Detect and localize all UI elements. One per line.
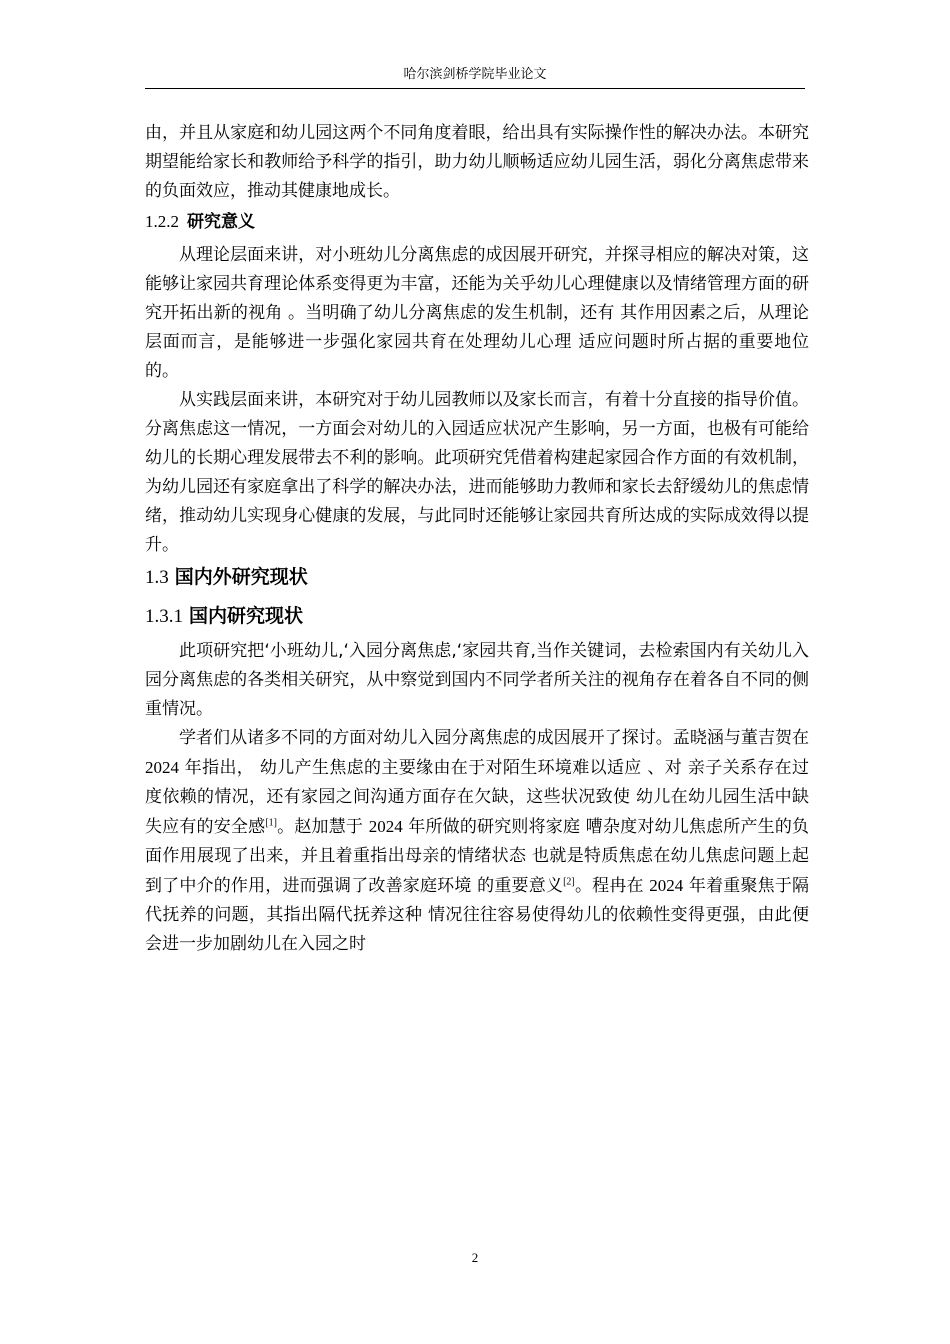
year: 2024 — [145, 758, 179, 777]
text-run: 年着重聚焦于隔代抚养的问题，其指出隔代抚养这种 情况往往容易使得幼儿的依赖性变得更强，由此便会进一步加剧幼儿在入园之时 — [145, 876, 810, 954]
text-run: 年所做的研究则将家庭 嘈杂度对幼儿焦虑所产生的负面作用展现了出来，并且着重指出母亲的情绪状态 也就是特质焦虑在幼儿焦虑问题上起到了中介的作用，进而强调了改善家庭环境 的重要意义 — [145, 817, 809, 896]
year: 2024 — [368, 817, 403, 836]
body-paragraph: 从实践层面来讲，本研究对于幼儿园教师以及家长而言，有着十分直接的指导价值。分离焦虑这一情况，一方面会对幼儿的入园适应状况产生影响，另一方面，也极有可能给幼儿的长期心理发展带去不利的影响。此项研究凭借着构建起家园合作方面的有效机制，为幼儿园还有家庭拿出了科学的解决办法，进而能够助力教师和家长去舒缓幼儿的焦虑情绪，推动幼儿实现身心健康的发展，与此同时还能够让家园共育所达成的实际成效得以提升。 — [145, 390, 809, 555]
citation-ref[interactable]: [1] — [265, 817, 277, 829]
body-paragraph — [145, 724, 809, 959]
year: 2024 — [649, 876, 684, 895]
text-run: 。赵加慧于 — [276, 817, 369, 837]
section-heading-1-3 — [145, 560, 809, 594]
intro-paragraph: 由，并且从家庭和幼儿园这两个不同角度着眼，给出具有实际操作性的解决办法。本研究期望能给家长和教师给予科学的指引，助力幼儿顺畅适应幼儿园生活，弱化分离焦虑带来的负面效应，推动其健康地成长。 — [145, 123, 809, 201]
running-header: 哈尔滨剑桥学院毕业论文 — [403, 67, 547, 82]
text-run: 。程冉在 — [574, 876, 650, 896]
body-paragraph: 从理论层面来讲，对小班幼儿分离焦虑的成因展开研究，并探寻相应的解决对策，这能够让家园共育理论体系变得更为丰富，还能为关乎幼儿心理健康以及情绪管理方面的研究开拓出新的视角 。当明确了幼儿分离焦虑的发生机制，还有 其作用因素之后，从理论层面而言，是能够进一步强化家园共育在处理幼儿心理 适应问题时所占据的重要地位的。 — [145, 245, 809, 381]
section-heading-1-3-1 — [145, 595, 809, 637]
section-title: 研究意义 — [187, 212, 255, 232]
header-rule — [145, 88, 805, 89]
section-number: 1.2.2 — [145, 212, 179, 231]
section-number: 1.3 — [145, 567, 169, 588]
section-title: 国内外研究现状 — [174, 566, 308, 588]
text-run: 年指出， 幼儿产生焦虑的主要缘由在于对陌生环境难以适应 、对 亲子关系存在过度依赖的情况，还有家园之间沟通方面存在欠缺，这些状况致使 幼儿在幼儿园生活中缺失应有的安全感 — [145, 758, 809, 837]
text-run: 学者们从诸多不同的方面对幼儿入园分离焦虑的成因展开了探讨。孟晓涵与董吉贺在 — [179, 728, 809, 748]
section-heading-1-2-2 — [145, 206, 809, 237]
citation-ref[interactable]: [2] — [563, 876, 575, 888]
section-title: 国内研究现状 — [189, 605, 304, 627]
body-paragraph: 此项研究把‘小班幼儿,‘入园分离焦虑,‘家园共育,当作关键词，去检索国内有关幼儿入园分离焦虑的各类相关研究，从中察觉到国内不同学者所关注的视角存在着各自不同的侧重情况。 — [145, 641, 809, 719]
page-number: 2 — [471, 1250, 479, 1265]
section-number: 1.3.1 — [145, 606, 183, 627]
page-body — [145, 119, 809, 959]
